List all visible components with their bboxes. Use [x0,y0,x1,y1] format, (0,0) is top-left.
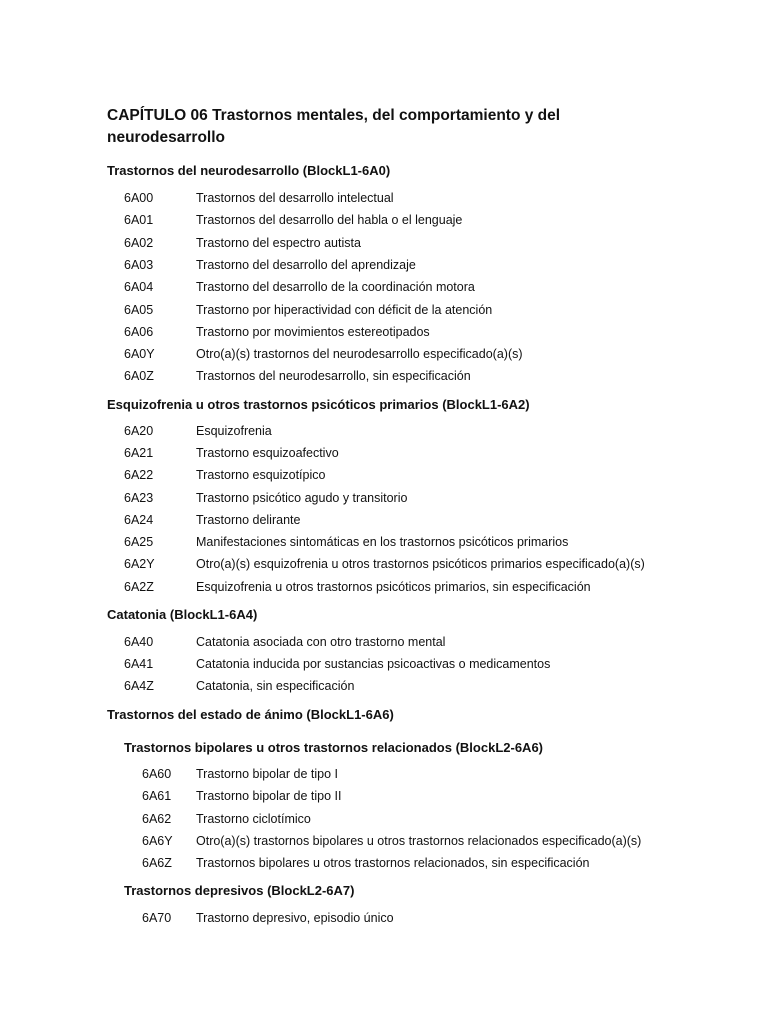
description: Catatonia asociada con otro trastorno mental [196,635,446,649]
section-title: Trastornos depresivos [124,883,264,898]
code: 6A40 [124,635,154,649]
subsection-heading [124,739,543,757]
description: Otro(a)(s) trastornos bipolares u otros trastornos relacionados especificado(a)(s) [196,834,642,848]
code: 6A22 [124,468,154,482]
description: Esquizofrenia [196,424,272,438]
section-heading [107,162,390,180]
code: 6A03 [124,258,154,272]
description: Trastorno bipolar de tipo II [196,789,342,803]
section-heading [107,606,257,624]
description: Trastorno esquizoafectivo [196,446,339,460]
code: 6A24 [124,513,154,527]
description: Trastorno bipolar de tipo I [196,767,338,781]
section-title: Trastornos bipolares u otros trastornos relacionados [124,740,452,755]
section-heading [107,706,394,724]
subsection-heading [124,882,355,900]
description: Trastornos bipolares u otros trastornos relacionados, sin especificación [196,856,590,870]
code: 6A20 [124,424,154,438]
description: Trastorno del desarrollo del aprendizaje [196,258,416,272]
code: 6A04 [124,280,154,294]
section-title: Trastornos del neurodesarrollo [107,163,300,178]
section-title: Esquizofrenia u otros trastornos psicóticos primarios [107,397,439,412]
block-reference: (BlockL2-6A6) [455,740,544,755]
block-reference: (BlockL1-6A4) [169,607,258,622]
description: Trastorno esquizotípico [196,468,326,482]
code: 6A05 [124,303,154,317]
section-title: Trastornos del estado de ánimo [107,707,303,722]
code: 6A6Y [142,834,173,848]
code: 6A4Z [124,679,154,693]
block-reference: (BlockL1-6A2) [442,397,530,412]
code: 6A41 [124,657,154,671]
description: Trastorno del espectro autista [196,236,361,250]
section-title: Catatonia [107,607,167,622]
code: 6A00 [124,191,154,205]
description: Trastorno ciclotímico [196,812,311,826]
description: Manifestaciones sintomáticas en los trastornos psicóticos primarios [196,535,569,549]
code: 6A0Y [124,347,155,361]
block-reference: (BlockL1-6A6) [306,707,394,722]
code: 6A70 [142,911,172,925]
code: 6A62 [142,812,172,826]
code: 6A01 [124,213,154,227]
description: Trastornos del neurodesarrollo, sin especificación [196,369,471,383]
code: 6A2Y [124,557,155,571]
description: Trastornos del desarrollo intelectual [196,191,394,205]
code: 6A23 [124,491,154,505]
description: Esquizofrenia u otros trastornos psicóticos primarios, sin especificación [196,580,591,594]
description: Otro(a)(s) esquizofrenia u otros trastornos psicóticos primarios especificado(a)(s) [196,557,645,571]
description: Catatonia inducida por sustancias psicoactivas o medicamentos [196,657,551,671]
section-heading [107,396,530,414]
description: Trastorno por movimientos estereotipados [196,325,430,339]
description: Trastorno delirante [196,513,301,527]
code: 6A21 [124,446,154,460]
description: Trastorno psicótico agudo y transitorio [196,491,408,505]
block-reference: (BlockL1-6A0) [302,163,391,178]
description: Trastorno por hiperactividad con déficit de la atención [196,303,493,317]
chapter-title: CAPÍTULO 06 Trastornos mentales, del comportamiento y del neurodesarrollo [107,107,561,146]
description: Trastornos del desarrollo del habla o el lenguaje [196,213,463,227]
code: 6A25 [124,535,154,549]
code: 6A6Z [142,856,172,870]
description: Otro(a)(s) trastornos del neurodesarrollo especificado(a)(s) [196,347,523,361]
description: Catatonia, sin especificación [196,679,355,693]
block-reference: (BlockL2-6A7) [267,883,355,898]
code: 6A0Z [124,369,154,383]
code: 6A60 [142,767,172,781]
code: 6A61 [142,789,172,803]
code: 6A2Z [124,580,154,594]
code: 6A06 [124,325,154,339]
description: Trastorno del desarrollo de la coordinación motora [196,280,475,294]
description: Trastorno depresivo, episodio único [196,911,394,925]
code: 6A02 [124,236,154,250]
